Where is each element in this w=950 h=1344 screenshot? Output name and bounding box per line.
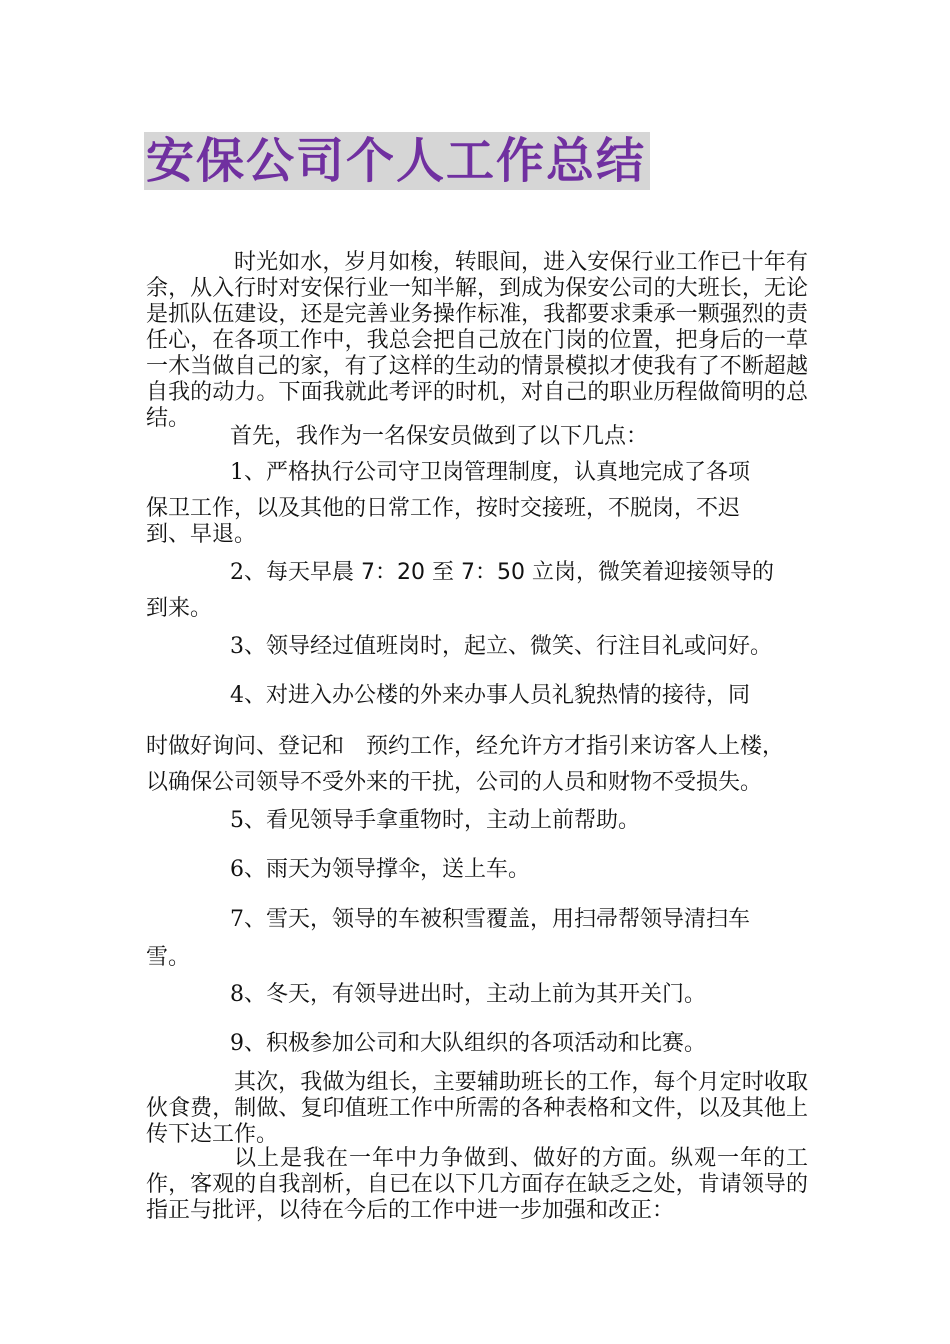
item-2-suffix: 立岗，微笑着迎接领导的: [532, 560, 775, 585]
item-5: 5、看见领导手拿重物时，主动上前帮助。: [230, 808, 640, 833]
item-1-line-2: 保卫工作，以及其他的日常工作，按时交接班，不脱岗，不迟: [146, 496, 741, 521]
item-1-line-1: 1、严格执行公司守卫岗管理制度，认真地完成了各项: [230, 460, 750, 485]
item-2-time-end: 7：50: [461, 560, 526, 585]
intro-paragraph: 时光如水，岁月如梭，转眼间，进入安保行业工作已十年有余，从入行时对安保行业一知半解，到成为保安公司的大班长，无论是抓队伍建设，还是完善业务操作标准，我都要求秉承一颗强烈的责任心，在各项工作中，我总会把自己放在门岗的位置，把身后的一草一木当做自己的家，有了这样的生动的情景模拟才使我有了不断超越自我的动力。下面我就此考评的时机，对自己的职业历程做简明的总结。: [146, 250, 808, 431]
item-1-line-3: 到、早退。: [146, 522, 257, 547]
item-8: 8、冬天，有领导进出时，主动上前为其开关门。: [230, 982, 706, 1007]
item-3: 3、领导经过值班岗时，起立、微笑、行注目礼或问好。: [230, 634, 772, 659]
item-7-line-1: 7、雪天，领导的车被积雪覆盖，用扫帚帮领导清扫车: [230, 907, 750, 932]
second-paragraph: 其次，我做为组长，主要辅助班长的工作，每个月定时收取伙食费，制做、复印值班工作中所需的各种表格和文件，以及其他上传下达工作。: [146, 1070, 808, 1147]
item-4-line-2: 时做好询问、登记和 预约工作，经允许方才指引来访客人上楼，: [146, 734, 785, 759]
item-2-time-start: 7：20: [361, 560, 425, 585]
item-4-line-1: 4、对进入办公楼的外来办事人员礼貌热情的接待，同: [230, 683, 750, 708]
first-heading: 首先，我作为一名保安员做到了以下几点：: [230, 424, 649, 449]
item-2-line-2: 到来。: [146, 596, 213, 621]
item-6: 6、雨天为领导撑伞，送上车。: [230, 857, 530, 882]
document-title: 安保公司个人工作总结: [144, 132, 650, 190]
item-4-line-3: 以确保公司领导不受外来的干扰，公司的人员和财物不受损失。: [146, 770, 763, 795]
item-2-line-1: [230, 560, 810, 586]
item-2-mid: 至: [432, 560, 455, 585]
item-7-line-2: 雪。: [146, 945, 191, 970]
item-2-prefix: 2、每天早晨: [230, 560, 354, 585]
summary-paragraph: 以上是我在一年中力争做到、做好的方面。纵观一年的工作，客观的自我剖析，自已在以下几方面存在缺乏之处，肯请领导的指正与批评，以待在今后的工作中进一步加强和改正：: [146, 1146, 808, 1223]
item-9: 9、积极参加公司和大队组织的各项活动和比赛。: [230, 1031, 706, 1056]
